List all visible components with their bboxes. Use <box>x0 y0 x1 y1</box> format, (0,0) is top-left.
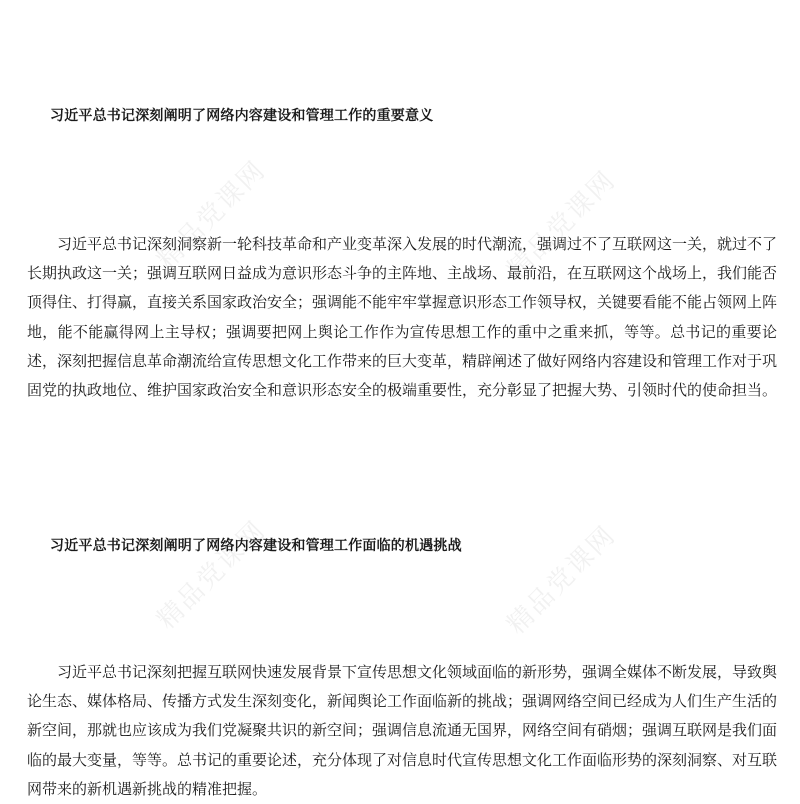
watermark: 精品党课网 <box>151 155 272 276</box>
section-heading: 习近平总书记深刻阐明了网络内容建设和管理工作面临的机遇挑战 <box>50 538 462 554</box>
section-heading: 习近平总书记深刻阐明了网络内容建设和管理工作的重要意义 <box>50 108 434 124</box>
watermark: 精品党课网 <box>501 165 622 286</box>
watermark: 精品党课网 <box>501 520 622 641</box>
section-paragraph: 习近平总书记深刻洞察新一轮科技革命和产业变革深入发展的时代潮流，强调过不了互联网这一关，就过不了长期执政这一关；强调互联网日益成为意识形态斗争的主阵地、主战场、最前沿，在互联网这个战场上，我们能否顶得住、打得赢，直接关系国家政治安全；强调能不能牢牢掌握意识形态工作领导权，关键要看能不能占领网上阵地，能不能赢得网上主导权；强调要把网上舆论工作作为宣传思想工作的重中之重来抓，等等。总书记的重要论述，深刻把握信息革命潮流给宣传思想文化工作带来的巨大变革，精辟阐述了做好网络内容建设和管理工作对于巩固党的执政地位、维护国家政治安全和意识形态安全的极端重要性，充分彰显了把握大势、引领时代的使命担当。 <box>27 235 778 400</box>
section-paragraph: 习近平总书记深刻把握互联网快速发展背景下宣传思想文化领域面临的新形势，强调全媒体不断发展，导致舆论生态、媒体格局、传播方式发生深刻变化，新闻舆论工作面临新的挑战；强调网络空间已经成为人们生产生活的新空间，那就也应该成为我们党凝聚共识的新空间；强调信息流通无国界，网络空间有硝烟；强调互联网是我们面临的最大变量，等等。总书记的重要论述，充分体现了对信息时代宣传思想文化工作面临形势的深刻洞察、对互联网带来的新机遇新挑战的精准把握。 <box>27 663 778 798</box>
watermark: 精品党课网 <box>151 515 272 636</box>
